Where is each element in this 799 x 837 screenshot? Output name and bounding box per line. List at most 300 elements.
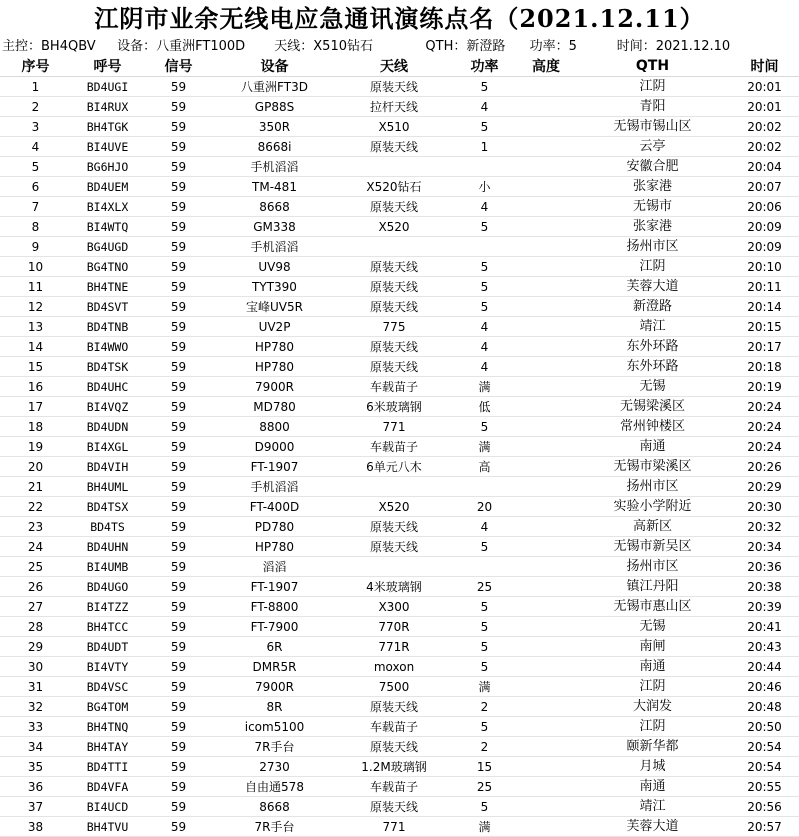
meta-time: 时间：2021.12.10 [616,39,731,54]
meta-host: 主控：BH4QBV [2,39,96,54]
col-header-signal: 信号 [144,56,213,77]
cell-power [452,477,517,497]
cell-callsign: BD4UDN [71,417,144,437]
table-row [0,277,799,297]
cell-antenna: 775 [336,317,452,337]
col-header-callsign: 呼号 [71,56,144,77]
cell-equipment: 8R [213,697,336,717]
table-row [0,357,799,377]
cell-time: 20:41 [730,617,799,637]
table-row [0,597,799,617]
cell-index: 4 [0,137,71,157]
cell-time: 20:10 [730,257,799,277]
cell-callsign: BH4TAY [71,737,144,757]
cell-qth: 南通 [575,437,730,457]
cell-equipment: MD780 [213,397,336,417]
cell-qth: 高新区 [575,517,730,537]
cell-callsign: BH4TGK [71,117,144,137]
cell-equipment: 350R [213,117,336,137]
cell-height [517,477,575,497]
cell-index: 23 [0,517,71,537]
cell-callsign: BG4TNO [71,257,144,277]
cell-height [517,797,575,817]
cell-height [517,557,575,577]
cell-qth: 江阴 [575,677,730,697]
cell-time: 20:57 [730,817,799,837]
cell-equipment: 7900R [213,677,336,697]
cell-index: 13 [0,317,71,337]
cell-time: 20:01 [730,77,799,97]
cell-callsign: BI4WTQ [71,217,144,237]
cell-antenna: 车载苗子 [336,717,452,737]
cell-index: 35 [0,757,71,777]
cell-qth: 靖江 [575,797,730,817]
cell-time: 20:36 [730,557,799,577]
cell-antenna: 车载苗子 [336,437,452,457]
table-row [0,477,799,497]
table-row [0,557,799,577]
table-row [0,817,799,837]
table-row [0,677,799,697]
col-header-index: 序号 [0,56,71,77]
cell-time: 20:55 [730,777,799,797]
cell-callsign: BD4UHN [71,537,144,557]
cell-power: 4 [452,97,517,117]
cell-callsign: BG6HJO [71,157,144,177]
cell-antenna: 车载苗子 [336,377,452,397]
cell-equipment: 7R手台 [213,817,336,837]
cell-signal: 59 [144,557,213,577]
table-row [0,517,799,537]
cell-callsign: BD4UGI [71,77,144,97]
cell-antenna: 原装天线 [336,337,452,357]
cell-qth: 扬州市区 [575,557,730,577]
cell-equipment: 6R [213,637,336,657]
cell-height [517,717,575,737]
cell-callsign: BD4SVT [71,297,144,317]
cell-equipment: HP780 [213,337,336,357]
cell-power: 20 [452,497,517,517]
cell-power: 5 [452,717,517,737]
cell-time: 20:54 [730,757,799,777]
cell-time: 20:11 [730,277,799,297]
cell-height [517,317,575,337]
cell-index: 9 [0,237,71,257]
cell-antenna: 7500 [336,677,452,697]
table-row [0,777,799,797]
meta-equipment: 设备：八重洲FT100D [117,39,246,54]
cell-equipment: FT-7900 [213,617,336,637]
cell-qth: 张家港 [575,177,730,197]
cell-callsign: BI4VQZ [71,397,144,417]
cell-qth: 江阴 [575,717,730,737]
meta-qth: QTH：新澄路 [425,39,506,54]
cell-time: 20:01 [730,97,799,117]
cell-power [452,157,517,177]
cell-callsign: BI4UMB [71,557,144,577]
table-row [0,537,799,557]
cell-signal: 59 [144,137,213,157]
table-row [0,257,799,277]
cell-time: 20:38 [730,577,799,597]
cell-power: 5 [452,217,517,237]
cell-height [517,417,575,437]
cell-power: 5 [452,77,517,97]
cell-antenna: X510 [336,117,452,137]
cell-index: 22 [0,497,71,517]
cell-callsign: BI4WWO [71,337,144,357]
cell-time: 20:56 [730,797,799,817]
cell-equipment: GM338 [213,217,336,237]
cell-equipment: 7R手台 [213,737,336,757]
cell-index: 31 [0,677,71,697]
cell-callsign: BG4TOM [71,697,144,717]
cell-height [517,757,575,777]
cell-callsign: BD4UDT [71,637,144,657]
cell-callsign: BD4TTI [71,757,144,777]
cell-height [517,437,575,457]
cell-signal: 59 [144,157,213,177]
cell-time: 20:43 [730,637,799,657]
cell-qth: 芙蓉大道 [575,817,730,837]
cell-index: 29 [0,637,71,657]
col-header-power: 功率 [452,56,517,77]
cell-callsign: BD4TNB [71,317,144,337]
cell-callsign: BD4VIH [71,457,144,477]
table-row [0,337,799,357]
cell-qth: 南通 [575,657,730,677]
cell-signal: 59 [144,477,213,497]
cell-callsign: BH4TNE [71,277,144,297]
cell-height [517,617,575,637]
cell-index: 25 [0,557,71,577]
cell-antenna: 原装天线 [336,197,452,217]
cell-qth: 无锡市锡山区 [575,117,730,137]
cell-antenna: 原装天线 [336,297,452,317]
table-row [0,377,799,397]
cell-time: 20:34 [730,537,799,557]
cell-signal: 59 [144,797,213,817]
table-row [0,217,799,237]
cell-antenna: 原装天线 [336,737,452,757]
cell-qth: 云亭 [575,137,730,157]
cell-height [517,457,575,477]
table-row [0,457,799,477]
cell-equipment: FT-1907 [213,577,336,597]
cell-index: 33 [0,717,71,737]
cell-signal: 59 [144,337,213,357]
cell-index: 37 [0,797,71,817]
cell-antenna [336,557,452,577]
cell-power: 4 [452,317,517,337]
cell-power: 5 [452,597,517,617]
cell-qth: 南闸 [575,637,730,657]
cell-time: 20:46 [730,677,799,697]
cell-time: 20:29 [730,477,799,497]
col-header-height: 高度 [517,56,575,77]
cell-signal: 59 [144,457,213,477]
cell-signal: 59 [144,817,213,837]
cell-power: 满 [452,677,517,697]
cell-equipment: 8800 [213,417,336,437]
cell-callsign: BH4TVU [71,817,144,837]
cell-signal: 59 [144,217,213,237]
cell-height [517,257,575,277]
cell-power: 5 [452,617,517,637]
cell-height [517,337,575,357]
cell-time: 20:19 [730,377,799,397]
cell-index: 15 [0,357,71,377]
cell-height [517,737,575,757]
col-header-qth: QTH [575,56,730,77]
cell-time: 20:32 [730,517,799,537]
cell-qth: 月城 [575,757,730,777]
cell-power: 5 [452,657,517,677]
cell-index: 38 [0,817,71,837]
cell-equipment: UV98 [213,257,336,277]
table-row [0,617,799,637]
cell-height [517,117,575,137]
roll-call-table [0,56,799,837]
cell-signal: 59 [144,77,213,97]
cell-callsign: BG4UGD [71,237,144,257]
cell-equipment: 8668i [213,137,336,157]
cell-equipment: 8668 [213,197,336,217]
table-row [0,117,799,137]
cell-equipment: FT-400D [213,497,336,517]
cell-height [517,637,575,657]
cell-time: 20:26 [730,457,799,477]
cell-antenna: moxon [336,657,452,677]
cell-antenna [336,157,452,177]
cell-signal: 59 [144,617,213,637]
cell-equipment: icom5100 [213,717,336,737]
cell-time: 20:24 [730,417,799,437]
cell-callsign: BD4VFA [71,777,144,797]
cell-index: 14 [0,337,71,357]
meta-antenna: 天线：X510钻石 [274,39,374,54]
cell-signal: 59 [144,517,213,537]
cell-qth: 江阴 [575,77,730,97]
cell-time: 20:02 [730,137,799,157]
cell-qth: 无锡 [575,377,730,397]
cell-height [517,817,575,837]
cell-qth: 无锡市 [575,197,730,217]
header-row [0,56,799,77]
table-row [0,77,799,97]
table-row [0,497,799,517]
cell-power: 5 [452,277,517,297]
cell-signal: 59 [144,297,213,317]
cell-equipment: 2730 [213,757,336,777]
cell-qth: 扬州市区 [575,237,730,257]
cell-height [517,137,575,157]
cell-power [452,557,517,577]
cell-index: 28 [0,617,71,637]
table-row [0,437,799,457]
cell-equipment: FT-1907 [213,457,336,477]
cell-callsign: BH4TCC [71,617,144,637]
cell-index: 1 [0,77,71,97]
cell-time: 20:14 [730,297,799,317]
cell-antenna: 原装天线 [336,357,452,377]
cell-power: 5 [452,257,517,277]
cell-power: 满 [452,437,517,457]
cell-signal: 59 [144,717,213,737]
cell-qth: 无锡市惠山区 [575,597,730,617]
cell-qth: 新澄路 [575,297,730,317]
cell-callsign: BI4XGL [71,437,144,457]
cell-index: 6 [0,177,71,197]
cell-height [517,497,575,517]
col-header-antenna: 天线 [336,56,452,77]
cell-height [517,237,575,257]
cell-time: 20:07 [730,177,799,197]
table-row [0,417,799,437]
cell-qth: 无锡 [575,617,730,637]
cell-power: 低 [452,397,517,417]
cell-index: 8 [0,217,71,237]
cell-height [517,657,575,677]
cell-qth: 南通 [575,777,730,797]
cell-antenna: 771 [336,817,452,837]
cell-index: 17 [0,397,71,417]
cell-index: 34 [0,737,71,757]
cell-height [517,397,575,417]
cell-callsign: BD4TSK [71,357,144,377]
cell-antenna: 原装天线 [336,797,452,817]
page-title: 江阴市业余无线电应急通讯演练点名（2021.12.11） [94,4,705,33]
cell-height [517,177,575,197]
cell-power: 2 [452,697,517,717]
cell-height [517,537,575,557]
cell-signal: 59 [144,317,213,337]
cell-power: 5 [452,537,517,557]
table-row [0,757,799,777]
cell-antenna: X520 [336,497,452,517]
cell-height [517,517,575,537]
table-row [0,397,799,417]
cell-height [517,777,575,797]
cell-callsign: BD4TS [71,517,144,537]
cell-qth: 常州钟楼区 [575,417,730,437]
cell-index: 27 [0,597,71,617]
cell-time: 20:30 [730,497,799,517]
cell-index: 20 [0,457,71,477]
cell-antenna: 原装天线 [336,537,452,557]
cell-antenna: 771R [336,637,452,657]
cell-index: 32 [0,697,71,717]
cell-equipment: DMR5R [213,657,336,677]
cell-time: 20:04 [730,157,799,177]
cell-qth: 江阴 [575,257,730,277]
col-header-time: 时间 [730,56,799,77]
table-row [0,237,799,257]
cell-antenna: 原装天线 [336,697,452,717]
cell-qth: 实验小学附近 [575,497,730,517]
cell-index: 12 [0,297,71,317]
cell-callsign: BI4UVE [71,137,144,157]
cell-signal: 59 [144,97,213,117]
cell-qth: 颐新华都 [575,737,730,757]
cell-time: 20:24 [730,397,799,417]
cell-signal: 59 [144,177,213,197]
cell-callsign: BH4TNQ [71,717,144,737]
cell-equipment: 滔滔 [213,557,336,577]
cell-equipment: 宝峰UV5R [213,297,336,317]
cell-qth: 东外环路 [575,357,730,377]
cell-signal: 59 [144,597,213,617]
cell-signal: 59 [144,637,213,657]
cell-time: 20:17 [730,337,799,357]
cell-time: 20:54 [730,737,799,757]
cell-signal: 59 [144,777,213,797]
table-row [0,297,799,317]
cell-signal: 59 [144,697,213,717]
cell-power: 25 [452,577,517,597]
table-row [0,97,799,117]
cell-antenna: 4米玻璃钢 [336,577,452,597]
cell-antenna: 原装天线 [336,277,452,297]
cell-signal: 59 [144,117,213,137]
cell-antenna [336,477,452,497]
cell-height [517,357,575,377]
cell-index: 18 [0,417,71,437]
cell-height [517,697,575,717]
cell-equipment: 手机滔滔 [213,237,336,257]
table-row [0,717,799,737]
cell-index: 3 [0,117,71,137]
cell-equipment: 自由通578 [213,777,336,797]
cell-callsign: BI4VTY [71,657,144,677]
cell-signal: 59 [144,197,213,217]
cell-time: 20:02 [730,117,799,137]
cell-signal: 59 [144,737,213,757]
cell-qth: 镇江丹阳 [575,577,730,597]
cell-qth: 无锡市新吴区 [575,537,730,557]
cell-equipment: HP780 [213,537,336,557]
cell-qth: 靖江 [575,317,730,337]
cell-time: 20:50 [730,717,799,737]
cell-signal: 59 [144,417,213,437]
cell-qth: 张家港 [575,217,730,237]
table-row [0,637,799,657]
cell-time: 20:24 [730,437,799,457]
cell-equipment: 7900R [213,377,336,397]
cell-power: 4 [452,357,517,377]
cell-power: 5 [452,797,517,817]
cell-power: 满 [452,817,517,837]
cell-signal: 59 [144,357,213,377]
cell-equipment: GP88S [213,97,336,117]
cell-power: 4 [452,337,517,357]
cell-equipment: 8668 [213,797,336,817]
cell-qth: 大润发 [575,697,730,717]
cell-equipment: UV2P [213,317,336,337]
cell-height [517,97,575,117]
table-row [0,657,799,677]
cell-height [517,277,575,297]
cell-height [517,217,575,237]
cell-antenna: 6单元八木 [336,457,452,477]
cell-antenna: X300 [336,597,452,617]
cell-index: 2 [0,97,71,117]
col-header-equipment: 设备 [213,56,336,77]
cell-height [517,157,575,177]
cell-equipment: FT-8800 [213,597,336,617]
table-row [0,177,799,197]
cell-time: 20:09 [730,237,799,257]
